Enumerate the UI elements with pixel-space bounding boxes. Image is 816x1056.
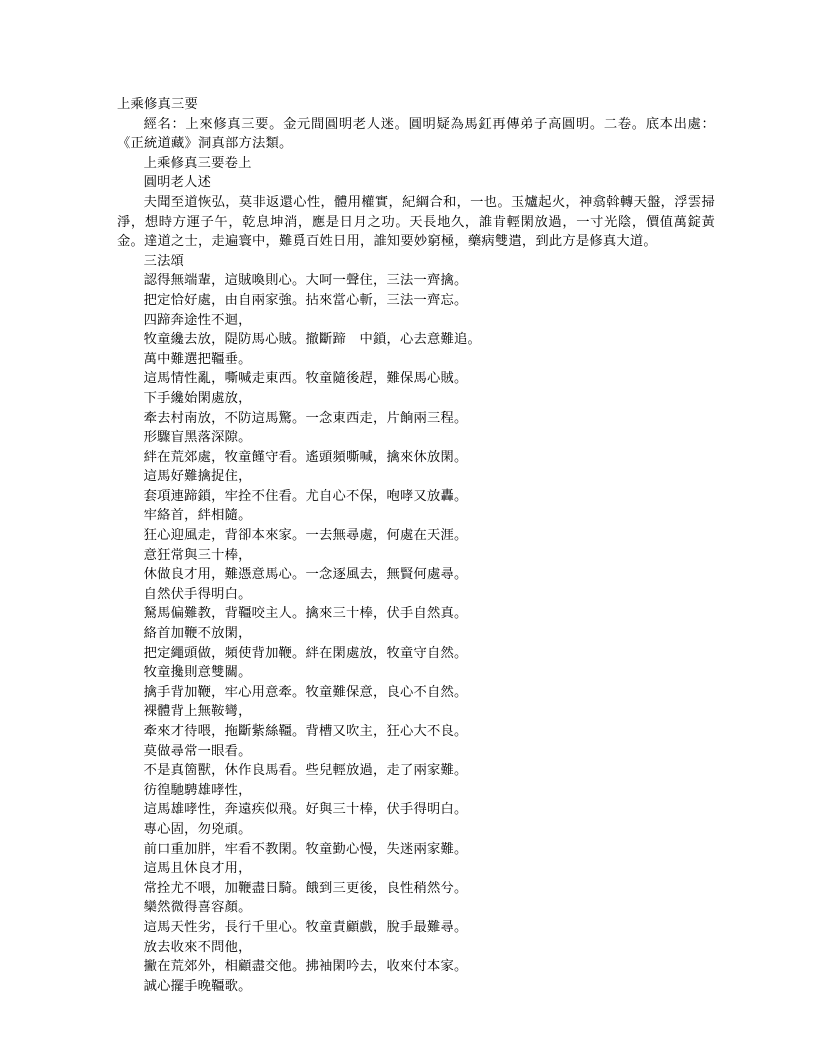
verse-line: 不是真箇獸，休作良馬看。些兒輕放過，走了兩家難。 bbox=[143, 763, 468, 779]
verse-line: 這馬雄哮性，奔遠疾似飛。好與三十棒，伏手得明白。 bbox=[143, 802, 468, 818]
verse-line: 裸體背上無鞍彎， bbox=[143, 704, 252, 720]
verse-line: 欒然微得喜容顏。 bbox=[143, 900, 252, 916]
prose-paragraph: 夫聞至道恢弘，莫非返還心性，體用權實，紀綱合和，一也。玉爐起火，神翕斡轉天盤，浮雲掃淨，想時方運子午，乾息坤消，應是日月之功。天長地久，誰肯輕閑放過，一寸光陰，價值萬錠黃金。達道之士，走遍寰中，難覓百姓日用，誰知要妙窮極，藥病雙遣，到此方是修真大道。 bbox=[117, 194, 715, 250]
verse-line: 絡首加鞭不放閑， bbox=[143, 626, 252, 642]
verse-line: 自然伏手得明白。 bbox=[143, 586, 252, 602]
verse-line: 專心固，勿兇頑。 bbox=[143, 821, 252, 837]
section-heading: 三法頌 bbox=[143, 253, 185, 269]
verse-line: 把定恰好處，由自兩家強。拈來當心斬，三法一齊忘。 bbox=[143, 292, 468, 308]
verse-line: 莫做尋常一眼看。 bbox=[143, 743, 252, 759]
verse-line: 這馬天性劣，長行千里心。牧童責顧戲，脫手最難尋。 bbox=[143, 919, 468, 935]
verse-line: 擒手背加鞭，牢心用意牽。牧童難保意，良心不自然。 bbox=[143, 684, 468, 700]
verse-line: 萬中難選把韁垂。 bbox=[143, 351, 252, 367]
verse-line: 這馬且休良才用， bbox=[143, 861, 252, 877]
verse-line: 牧童攙則意雙關。 bbox=[143, 665, 252, 681]
page-title: 上乘修真三要 bbox=[117, 97, 198, 112]
verse-line: 套項連蹄鎖，牢拴不住看。尤自心不保，咆哮又放轟。 bbox=[143, 488, 468, 504]
verse-line: 休做良才用，難憑意馬心。一念逐風去，無賢何處尋。 bbox=[143, 567, 468, 583]
verse-line: 這馬好難擒捉住， bbox=[143, 469, 252, 485]
verse-line: 撇在荒郊外，相顧盡交他。拂袖閑吟去，收來付本家。 bbox=[143, 959, 468, 975]
verse-line: 絆在荒郊處，牧童饉守看。遙頭頻嘶喊，擒來休放閑。 bbox=[143, 449, 468, 465]
verse-line: 形驟盲黑落深隙。 bbox=[143, 430, 252, 446]
section-heading: 上乘修真三要卷上 bbox=[143, 155, 252, 171]
verse-line: 意狂常與三十棒， bbox=[143, 547, 252, 563]
verse-line: 放去收來不問他， bbox=[143, 939, 252, 955]
verse-line: 牢絡首，絆相隨。 bbox=[143, 508, 252, 524]
verse-line: 四蹄奔途性不迴， bbox=[143, 312, 252, 328]
verse-line: 前口重加胖，牢看不教閑。牧童勤心慢，失迷兩家難。 bbox=[143, 841, 468, 857]
section-heading: 圓明老人述 bbox=[143, 175, 212, 191]
verse-line: 彷徨馳騁雄哮性， bbox=[143, 782, 252, 798]
verse-line: 牽來才待喂，拖斷紫絲韁。背槽又吹主，狂心大不良。 bbox=[143, 724, 468, 739]
verse-line: 認得無端輩，這賊喚則心。大呵一聲住，三法一齊擒。 bbox=[143, 273, 468, 289]
document-text-body bbox=[117, 95, 717, 996]
verse-line: 誠心擺手晚韁歌。 bbox=[143, 978, 252, 994]
verse-line: 牧童纔去放，隄防馬心賊。撤斷蹄 中鎖，心去意難追。 bbox=[143, 332, 482, 348]
verse-line: 駑馬偏難教，背韁咬主人。擒來三十棒，伏手自然真。 bbox=[143, 606, 468, 622]
verse-line: 牽去村南放，不防這馬驚。一念東西走，片餉兩三程。 bbox=[143, 410, 468, 426]
verse-line: 下手纔始閑處放， bbox=[143, 390, 252, 406]
verse-line: 把定繩頭做，頻使背加鞭。絆在閑處放，牧童守自然。 bbox=[143, 645, 468, 661]
verse-line: 狂心迎風走，背卻本來家。一去無尋處，何處在天涯。 bbox=[143, 528, 468, 544]
verse-line: 這馬情性亂，嘶喊走東西。牧童隨後趕，難保馬心賊。 bbox=[143, 371, 468, 387]
verse-line: 常拴尤不喂，加鞭盡日騎。餓到三更後，良性稍然兮。 bbox=[143, 880, 468, 896]
prose-paragraph: 經名：上來修真三要。金元間圓明老人迷。圓明疑為馬釭再傳弟子高圓明。二卷。底本出處：《正統道藏》洞真部方法類。 bbox=[117, 116, 715, 152]
